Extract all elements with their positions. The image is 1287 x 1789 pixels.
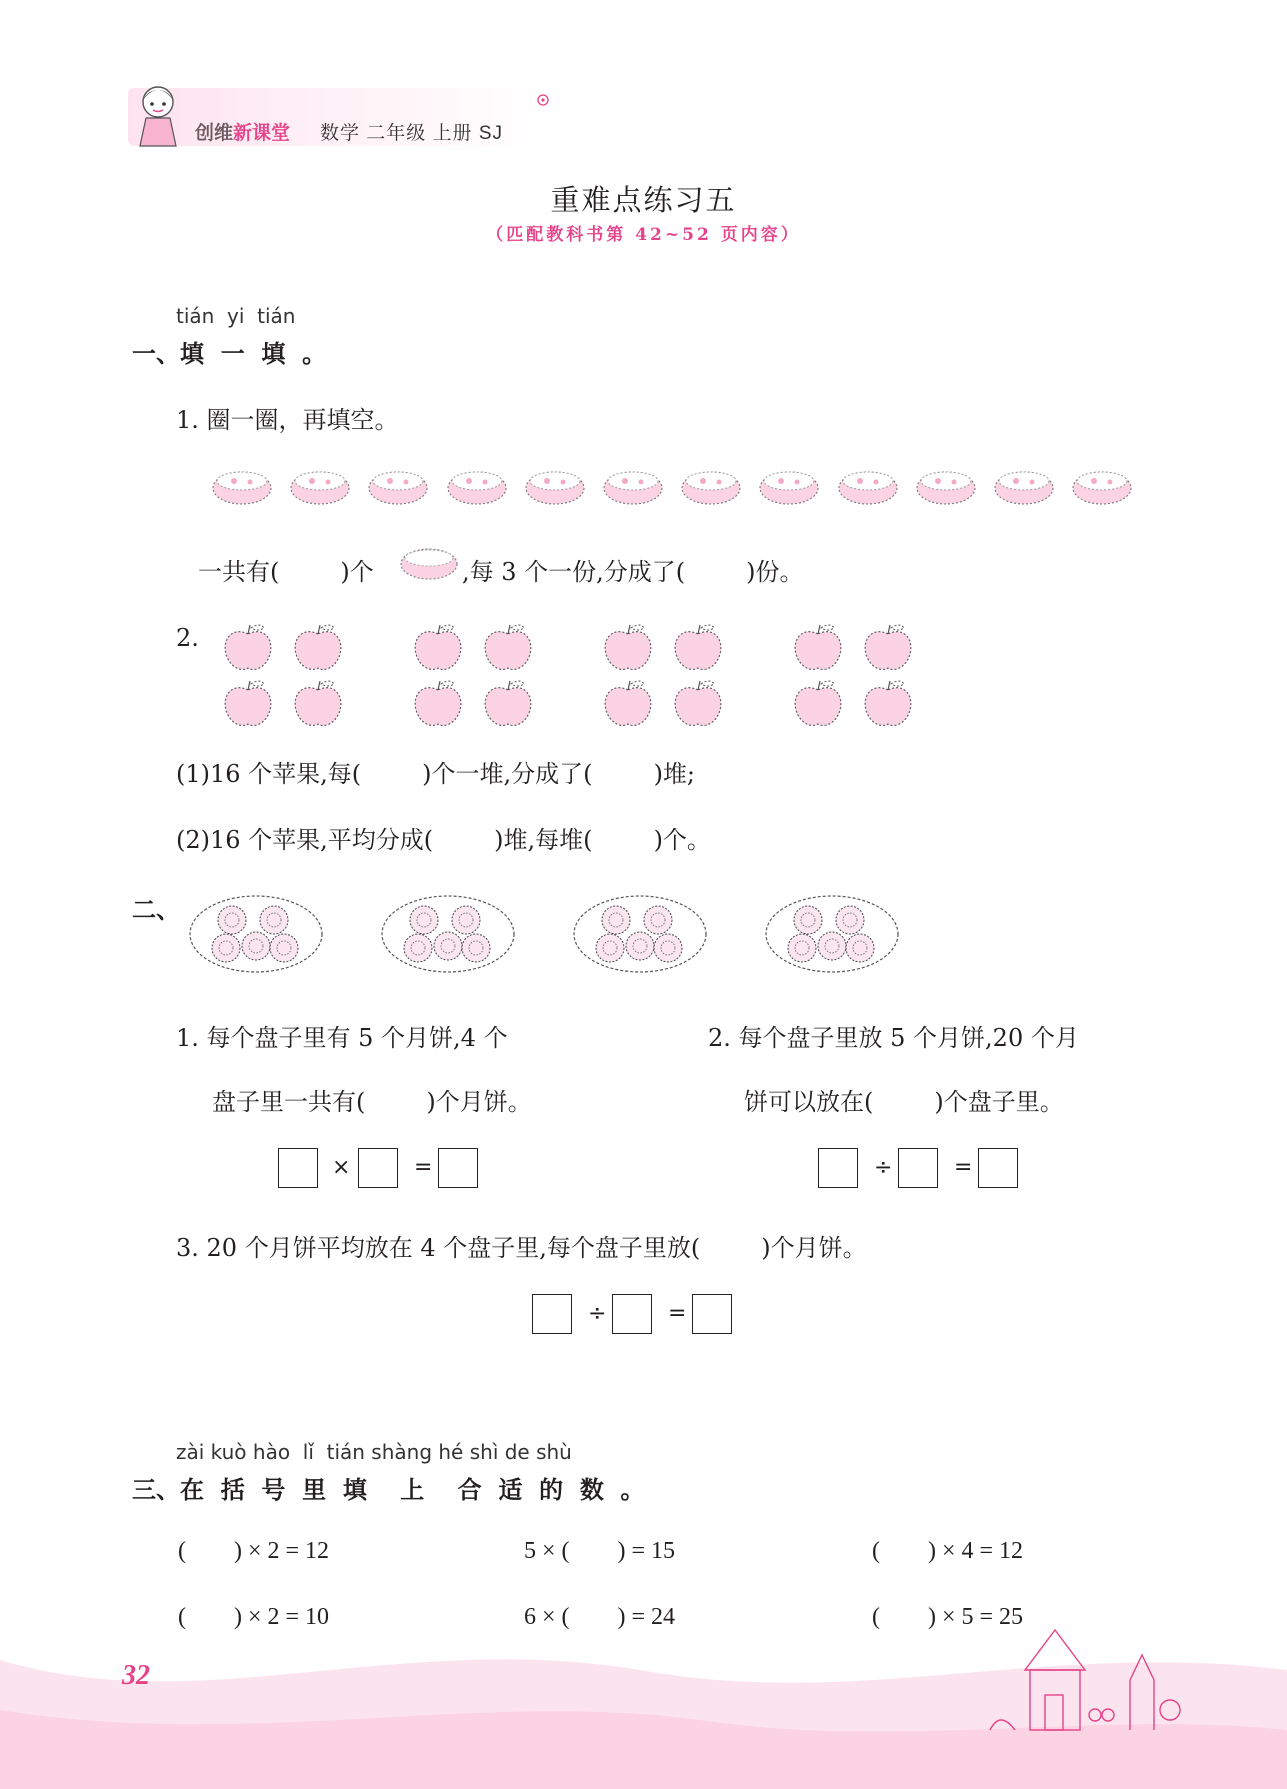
answer-box[interactable] [532, 1294, 572, 1334]
cake-icon [992, 462, 1056, 510]
answer-box[interactable] [612, 1294, 652, 1334]
fill-equation: ( ) × 4 = 12 [872, 1538, 1024, 1564]
q2-line1: (1)16 个苹果,每( )个一堆,分成了( )堆; [176, 760, 696, 788]
page-subtitle: （匹配教科书第 42~52 页内容） [486, 225, 801, 245]
apple-icon [220, 678, 276, 730]
cake-icon [757, 462, 821, 510]
cake-icon [601, 462, 665, 510]
cake-icon [366, 462, 430, 510]
equals-sign: = [954, 1155, 973, 1180]
fill-equation: ( ) × 2 = 10 [178, 1604, 330, 1630]
apple-icon [600, 678, 656, 730]
apple-icon [220, 622, 276, 674]
q1-prompt: 1. 圈一圈，再填空。 [176, 406, 399, 434]
apple-grid [220, 622, 940, 732]
section2-heading: 二、 [132, 896, 180, 924]
s2-q1-line2: 盘子里一共有( )个月饼。 [212, 1088, 532, 1116]
equals-sign: = [414, 1155, 433, 1180]
answer-box[interactable] [358, 1148, 398, 1188]
cake-icon [679, 462, 743, 510]
cake-row [210, 462, 1140, 512]
apple-icon [480, 622, 536, 674]
section3-heading: 三、在 括 号 里 填 上 合 适 的 数 。 [132, 1476, 645, 1504]
apple-icon [410, 678, 466, 730]
apple-icon [600, 622, 656, 674]
apple-icon [290, 678, 346, 730]
q1-answer-line-b: ,每 3 个一份,分成了( )份。 [462, 558, 804, 586]
cake-icon [523, 462, 587, 510]
s2-q3-line: 3. 20 个月饼平均放在 4 个盘子里,每个盘子里放( )个月饼。 [176, 1234, 867, 1262]
answer-box[interactable] [898, 1148, 938, 1188]
cake-icon [398, 542, 460, 584]
plate-of-mooncakes-icon [762, 888, 902, 976]
apple-icon [290, 622, 346, 674]
answer-box[interactable] [978, 1148, 1018, 1188]
brand-name: 创维新课堂 [195, 123, 291, 144]
cake-icon [288, 462, 352, 510]
s2-q2-line2: 饼可以放在( )个盘子里。 [744, 1088, 1064, 1116]
apple-icon [480, 678, 536, 730]
page-number: 32 [122, 1660, 150, 1691]
apple-icon [790, 678, 846, 730]
flower-icon [534, 92, 552, 108]
q1-answer-line-a: 一共有( )个 [198, 558, 374, 586]
plate-of-mooncakes-icon [570, 888, 710, 976]
cake-icon [210, 462, 274, 510]
plate-of-mooncakes-icon [186, 888, 326, 976]
fill-equation: ( ) × 2 = 12 [178, 1538, 330, 1564]
cartoon-girl-icon [128, 78, 188, 152]
answer-box[interactable] [818, 1148, 858, 1188]
fill-equation: 6 × ( ) = 24 [524, 1604, 676, 1630]
q2-line2: (2)16 个苹果,平均分成( )堆,每堆( )个。 [176, 826, 711, 854]
fill-equation: ( ) × 5 = 25 [872, 1604, 1024, 1630]
section3-pinyin: zài kuò hào lǐ tián shàng hé shì de shù [176, 1440, 572, 1464]
plate-row [186, 888, 916, 978]
answer-box[interactable] [438, 1148, 478, 1188]
apple-icon [860, 622, 916, 674]
subject-label: 数学 二年级 上册 SJ [320, 123, 504, 144]
plate-of-mooncakes-icon [378, 888, 518, 976]
apple-icon [860, 678, 916, 730]
s2-q2-line1: 2. 每个盘子里放 5 个月饼,20 个月 [708, 1024, 1079, 1052]
s2-q1-line1: 1. 每个盘子里有 5 个月饼,4 个 [176, 1024, 508, 1052]
apple-icon [790, 622, 846, 674]
cake-icon [836, 462, 900, 510]
answer-box[interactable] [278, 1148, 318, 1188]
answer-box[interactable] [692, 1294, 732, 1334]
times-sign: × [332, 1155, 351, 1180]
equals-sign: = [668, 1301, 687, 1326]
divide-sign: ÷ [588, 1301, 607, 1326]
q2-label: 2. [176, 624, 199, 652]
page-title: 重难点练习五 [550, 183, 737, 217]
cake-icon [1070, 462, 1134, 510]
cake-icon [445, 462, 509, 510]
divide-sign: ÷ [874, 1155, 893, 1180]
apple-icon [410, 622, 466, 674]
section1-heading: 一、填 一 填 。 [132, 340, 327, 368]
cake-icon [914, 462, 978, 510]
section1-pinyin: tián yi tián [176, 304, 296, 328]
apple-icon [670, 678, 726, 730]
footer-decoration [0, 1600, 1287, 1789]
apple-icon [670, 622, 726, 674]
fill-equation: 5 × ( ) = 15 [524, 1538, 676, 1564]
